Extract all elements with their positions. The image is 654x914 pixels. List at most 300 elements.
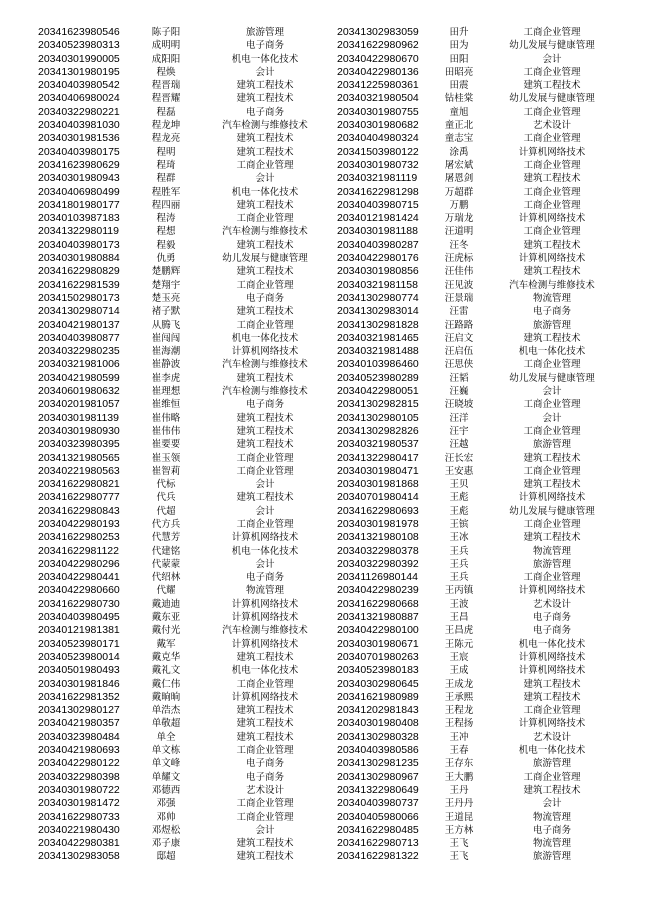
major-cell: 幼儿发展与健康管理: [222, 253, 308, 265]
student-name-cell: 戴军: [156, 638, 176, 650]
table-row: [337, 186, 617, 199]
major-cell: 机电一体化技术: [231, 53, 299, 65]
student-name-cell: 程龙亮: [151, 133, 181, 145]
student-name-cell: 王春: [449, 745, 469, 757]
student-name-cell: 戴晌晌: [151, 691, 181, 703]
student-id-cell: 20340321981158: [337, 278, 418, 291]
student-name-cell: 成明明: [151, 40, 181, 52]
student-name-cell: 王宸: [449, 651, 469, 663]
student-name-cell: 程龙坤: [151, 120, 181, 132]
table-row: [337, 438, 617, 451]
major-cell: 计算机网络技术: [518, 253, 586, 265]
major-cell: 电子商务: [245, 572, 284, 584]
student-id-cell: 20340322980392: [337, 557, 419, 570]
student-name-cell: 楚鹏辉: [151, 266, 181, 278]
student-name-cell: 汪宇: [449, 425, 469, 437]
student-name-cell: 单文峰: [151, 758, 181, 770]
table-row: [337, 731, 617, 744]
student-id-cell: 20341622981122: [38, 544, 119, 557]
student-name-cell: 王存东: [444, 758, 474, 770]
table-row: [337, 106, 617, 119]
student-id-cell: 20340406980024: [38, 92, 120, 105]
student-id-cell: 20340321981465: [337, 331, 419, 344]
student-name-cell: 汪景瑞: [444, 292, 474, 304]
student-id-cell: 20340422980381: [38, 837, 120, 850]
student-name-cell: 屠宏斌: [444, 159, 474, 171]
major-cell: 电子商务: [245, 40, 284, 52]
table-row: [337, 678, 617, 691]
student-id-cell: 20340422980136: [337, 65, 419, 78]
student-name-cell: 邓煜松: [151, 824, 181, 836]
major-cell: 建筑工程技术: [236, 705, 294, 717]
major-cell: 建筑工程技术: [523, 266, 581, 278]
table-row: [337, 385, 617, 398]
student-id-cell: 20341302982826: [337, 424, 419, 437]
major-cell: 物流管理: [245, 585, 284, 597]
student-id-cell: 20340301981868: [337, 478, 419, 491]
table-row: [337, 704, 617, 717]
table-row: [38, 279, 334, 292]
table-row: [38, 598, 334, 611]
table-row: [38, 119, 334, 132]
table-row: [337, 824, 617, 837]
major-cell: 建筑工程技术: [236, 93, 294, 105]
student-name-cell: 楚玉亮: [151, 292, 181, 304]
major-cell: 物流管理: [532, 811, 571, 823]
student-id-cell: 20340301981846: [38, 677, 120, 690]
student-name-cell: 邓帅: [156, 811, 176, 823]
student-name-cell: 王兵: [449, 558, 469, 570]
major-cell: 建筑工程技术: [523, 452, 581, 464]
table-row: [337, 784, 617, 797]
major-cell: 建筑工程技术: [236, 718, 294, 730]
student-name-cell: 程明: [156, 146, 176, 158]
student-name-cell: 代慧芳: [151, 532, 181, 544]
major-cell: 工商企业管理: [523, 572, 581, 584]
student-id-cell: 20341622980485: [337, 823, 419, 836]
major-cell: 工商企业管理: [523, 705, 581, 717]
student-name-cell: 代方兵: [151, 518, 181, 530]
table-row: [38, 225, 334, 238]
table-row: [38, 265, 334, 278]
student-name-cell: 钻桂棠: [444, 93, 474, 105]
student-id-cell: 20340523980014: [38, 650, 120, 663]
student-name-cell: 崔伟略: [151, 412, 181, 424]
student-id-cell: 20341622980693: [337, 504, 419, 517]
major-cell: 会计: [255, 479, 275, 491]
student-name-cell: 成阳阳: [151, 53, 181, 65]
student-name-cell: 王承熙: [444, 691, 474, 703]
student-id-cell: 20340301980408: [337, 717, 419, 730]
table-row: [38, 292, 334, 305]
student-name-cell: 崔智莉: [151, 465, 181, 477]
table-row: [38, 651, 334, 664]
student-name-cell: 邓德西: [151, 784, 181, 796]
table-row: [337, 412, 617, 425]
student-id-cell: 20340422980193: [38, 517, 120, 530]
student-id-cell: 20341622980821: [38, 478, 120, 491]
major-cell: 工商企业管理: [523, 465, 581, 477]
table-row: [337, 225, 617, 238]
table-row: [337, 624, 617, 637]
major-cell: 电子商务: [245, 106, 284, 118]
student-id-cell: 20341622980253: [38, 531, 120, 544]
student-id-cell: 20341622980777: [38, 491, 120, 504]
major-cell: 物流管理: [532, 838, 571, 850]
student-name-cell: 楚翔宇: [151, 279, 181, 291]
table-row: [38, 452, 334, 465]
student-id-cell: 20340422980176: [337, 252, 419, 265]
student-id-cell: 20340422980441: [38, 571, 120, 584]
student-id-cell: 20340422980660: [38, 584, 120, 597]
student-name-cell: 童旭: [449, 106, 469, 118]
major-cell: 物流管理: [532, 545, 571, 557]
table-row: [337, 664, 617, 677]
student-id-cell: 20341622980829: [38, 265, 120, 278]
student-id-cell: 20341622980733: [38, 810, 120, 823]
student-id-cell: 20340501980493: [38, 664, 120, 677]
major-cell: 建筑工程技术: [523, 678, 581, 690]
student-id-cell: 20340121981381: [38, 624, 120, 637]
student-name-cell: 程群: [156, 173, 176, 185]
student-id-cell: 20341126980144: [337, 571, 418, 584]
table-row: [38, 345, 334, 358]
student-name-cell: 汪启文: [444, 332, 474, 344]
student-name-cell: 程晋瑞: [151, 80, 181, 92]
major-cell: 工商企业管理: [523, 66, 581, 78]
student-id-cell: 20340421980357: [38, 717, 120, 730]
student-id-cell: 20340601980632: [38, 385, 120, 398]
student-id-cell: 20340321981119: [337, 172, 418, 185]
student-name-cell: 童正北: [444, 120, 474, 132]
student-id-cell: 20340103987183: [38, 212, 120, 225]
table-row: [337, 757, 617, 770]
student-name-cell: 代耀: [156, 585, 176, 597]
student-id-cell: 20340301980884: [38, 252, 120, 265]
major-cell: 会计: [542, 412, 562, 424]
student-name-cell: 王程龙: [444, 705, 474, 717]
student-id-cell: 20340523980171: [38, 637, 120, 650]
table-row: [337, 119, 617, 132]
table-row: [38, 571, 334, 584]
table-row: [38, 372, 334, 385]
table-row: [38, 771, 334, 784]
table-row: [337, 584, 617, 597]
table-row: [38, 505, 334, 518]
major-cell: 建筑工程技术: [236, 239, 294, 251]
table-row: [38, 678, 334, 691]
student-name-cell: 王昌虎: [444, 625, 474, 637]
student-id-cell: 20340322980378: [337, 544, 419, 557]
student-name-cell: 王飞: [449, 838, 469, 850]
table-row: [337, 425, 617, 438]
major-cell: 机电一体化技术: [518, 346, 586, 358]
student-name-cell: 仇勇: [156, 253, 176, 265]
major-cell: 电子商务: [245, 771, 284, 783]
student-id-cell: 20340403980542: [38, 79, 120, 92]
student-name-cell: 万瑞龙: [444, 213, 474, 225]
table-row: [337, 26, 617, 39]
student-name-cell: 王昌: [449, 612, 469, 624]
student-id-cell: 20340523980289: [337, 371, 419, 384]
table-row: [38, 252, 334, 265]
table-row: [38, 744, 334, 757]
student-name-cell: 万超群: [444, 186, 474, 198]
table-row: [38, 638, 334, 651]
student-id-cell: 20340403980495: [38, 611, 120, 624]
table-row: [38, 545, 334, 558]
student-name-cell: 崔玉领: [151, 452, 181, 464]
student-id-cell: 20340321980537: [337, 438, 419, 451]
student-name-cell: 王贝: [449, 479, 469, 491]
table-row: [337, 558, 617, 571]
student-id-cell: 20340403980737: [337, 797, 419, 810]
major-cell: 建筑工程技术: [236, 439, 294, 451]
table-row: [337, 571, 617, 584]
student-name-cell: 王丹丹: [444, 798, 474, 810]
student-id-cell: 20341321980565: [38, 451, 120, 464]
student-id-cell: 20340301980732: [337, 158, 419, 171]
student-id-cell: 20341302980127: [38, 704, 120, 717]
table-row: [38, 385, 334, 398]
student-name-cell: 王大鹏: [444, 771, 474, 783]
student-name-cell: 汪洋: [449, 412, 469, 424]
student-id-cell: 20340321981006: [38, 358, 120, 371]
table-row: [337, 518, 617, 531]
table-row: [337, 531, 617, 544]
table-row: [38, 39, 334, 52]
major-cell: 工商企业管理: [236, 279, 294, 291]
student-id-cell: 20340701980414: [337, 491, 419, 504]
major-cell: 工商企业管理: [523, 518, 581, 530]
table-row: [38, 146, 334, 159]
major-cell: 计算机网络技术: [231, 612, 299, 624]
table-row: [38, 584, 334, 597]
major-cell: 建筑工程技术: [236, 133, 294, 145]
major-cell: 工商企业管理: [236, 798, 294, 810]
student-name-cell: 戴仁伟: [151, 678, 181, 690]
student-id-cell: 20341622981352: [38, 690, 120, 703]
major-cell: 工商企业管理: [523, 359, 581, 371]
major-cell: 建筑工程技术: [523, 784, 581, 796]
student-name-cell: 王安惠: [444, 465, 474, 477]
student-id-cell: 20340405980066: [337, 810, 419, 823]
table-row: [38, 66, 334, 79]
major-cell: 电子商务: [245, 399, 284, 411]
major-cell: 工商企业管理: [236, 465, 294, 477]
table-row: [38, 531, 334, 544]
major-cell: 会计: [255, 824, 275, 836]
student-id-cell: 20341321980887: [337, 611, 419, 624]
student-name-cell: 崔静波: [151, 359, 181, 371]
table-row: [337, 146, 617, 159]
student-name-cell: 程想: [156, 226, 176, 238]
table-row: [337, 159, 617, 172]
student-id-cell: 20340201981057: [38, 398, 120, 411]
student-name-cell: 王飞: [449, 851, 469, 863]
table-row: [38, 478, 334, 491]
student-name-cell: 田震: [449, 80, 469, 92]
student-name-cell: 邸超: [156, 851, 176, 863]
major-cell: 建筑工程技术: [236, 266, 294, 278]
major-cell: 计算机网络技术: [518, 718, 586, 730]
student-name-cell: 程毅: [156, 239, 176, 251]
major-cell: 工商企业管理: [236, 319, 294, 331]
student-id-cell: 20341202981843: [337, 704, 419, 717]
major-cell: 计算机网络技术: [231, 346, 299, 358]
student-name-cell: 代超: [156, 505, 176, 517]
major-cell: 工商企业管理: [523, 226, 581, 238]
student-id-cell: 20340422980239: [337, 584, 419, 597]
student-name-cell: 汪路路: [444, 319, 474, 331]
student-id-cell: 20341302980328: [337, 730, 419, 743]
table-row: [337, 797, 617, 810]
major-cell: 幼儿发展与健康管理: [509, 372, 595, 384]
student-name-cell: 褚子默: [151, 306, 181, 318]
table-row: [337, 79, 617, 92]
student-name-cell: 代蒙蒙: [151, 558, 181, 570]
table-row: [38, 186, 334, 199]
major-cell: 计算机网络技术: [518, 213, 586, 225]
major-cell: 会计: [542, 386, 562, 398]
table-row: [38, 239, 334, 252]
major-cell: 旅游管理: [532, 558, 571, 570]
student-id-cell: 20341322980119: [38, 225, 119, 238]
student-id-cell: 20341301980195: [38, 65, 120, 78]
student-id-cell: 20340323980484: [38, 730, 120, 743]
student-id-cell: 20341801980177: [38, 198, 120, 211]
table-row: [337, 638, 617, 651]
major-cell: 物流管理: [532, 292, 571, 304]
major-cell: 建筑工程技术: [523, 239, 581, 251]
student-name-cell: 程焕: [156, 66, 176, 78]
table-row: [38, 850, 334, 863]
table-row: [38, 837, 334, 850]
right-column: [337, 26, 617, 864]
student-name-cell: 程涛: [156, 213, 176, 225]
major-cell: 建筑工程技术: [236, 851, 294, 863]
student-name-cell: 单浩杰: [151, 705, 181, 717]
table-row: [337, 598, 617, 611]
student-name-cell: 崔伟伟: [151, 425, 181, 437]
student-id-cell: 20340403980287: [337, 238, 419, 251]
student-id-cell: 20340321980504: [337, 92, 419, 105]
student-id-cell: 20340321981488: [337, 345, 419, 358]
student-id-cell: 20340301980930: [38, 424, 120, 437]
student-id-cell: 20340103986460: [337, 358, 419, 371]
major-cell: 幼儿发展与健康管理: [509, 40, 595, 52]
student-id-cell: 20340301980471: [337, 464, 419, 477]
student-name-cell: 戴迪迪: [151, 598, 181, 610]
student-id-cell: 20340301980722: [38, 783, 120, 796]
table-row: [38, 412, 334, 425]
table-row: [38, 332, 334, 345]
student-id-cell: 20341622981322: [337, 850, 419, 863]
table-row: [337, 717, 617, 730]
student-id-cell: 20341321980108: [337, 531, 419, 544]
major-cell: 工商企业管理: [523, 186, 581, 198]
student-name-cell: 屠恩剑: [444, 173, 474, 185]
student-name-cell: 汪雷: [449, 306, 469, 318]
table-row: [337, 132, 617, 145]
table-row: [337, 744, 617, 757]
major-cell: 会计: [542, 53, 562, 65]
student-name-cell: 王兵: [449, 572, 469, 584]
table-row: [337, 465, 617, 478]
major-cell: 机电一体化技术: [231, 545, 299, 557]
student-id-cell: 20341225980361: [337, 79, 419, 92]
student-id-cell: 20340422980122: [38, 757, 120, 770]
table-row: [38, 731, 334, 744]
student-name-cell: 崔李虎: [151, 372, 181, 384]
major-cell: 旅游管理: [532, 439, 571, 451]
student-name-cell: 崔闯闯: [151, 332, 181, 344]
student-id-cell: 20341622980962: [337, 39, 419, 52]
table-row: [337, 358, 617, 371]
student-name-cell: 陈子阳: [151, 27, 181, 38]
major-cell: 工商企业管理: [523, 133, 581, 145]
student-name-cell: 王波: [449, 598, 469, 610]
table-row: [337, 252, 617, 265]
student-name-cell: 王镔: [449, 518, 469, 530]
student-name-cell: 程磊: [156, 106, 176, 118]
table-row: [337, 811, 617, 824]
student-name-cell: 程四丽: [151, 199, 181, 211]
student-name-cell: 汪道明: [444, 226, 474, 238]
student-name-cell: 崔海潮: [151, 346, 181, 358]
table-row: [38, 319, 334, 332]
student-name-cell: 戴付光: [151, 625, 181, 637]
major-cell: 汽车检测与维修技术: [222, 120, 308, 132]
table-row: [38, 824, 334, 837]
major-cell: 幼儿发展与健康管理: [509, 93, 595, 105]
table-row: [38, 53, 334, 66]
major-cell: 建筑工程技术: [523, 532, 581, 544]
student-id-cell: 20340301980943: [38, 172, 120, 185]
student-id-cell: 20340301981472: [38, 797, 120, 810]
major-cell: 电子商务: [532, 625, 571, 637]
student-id-cell: 20341302983058: [38, 850, 120, 863]
table-row: [337, 265, 617, 278]
major-cell: 会计: [255, 66, 275, 78]
student-id-cell: 20340221980563: [38, 464, 120, 477]
student-name-cell: 代标: [156, 479, 176, 491]
student-id-cell: 20341302982815: [337, 398, 419, 411]
student-name-cell: 王冰: [449, 532, 469, 544]
major-cell: 机电一体化技术: [231, 186, 299, 198]
major-cell: 工商企业管理: [236, 811, 294, 823]
student-id-cell: 20341622980668: [337, 597, 419, 610]
student-id-cell: 20340301981139: [38, 411, 119, 424]
major-cell: 艺术设计: [245, 784, 284, 796]
table-row: [38, 811, 334, 824]
student-id-cell: 20340404980324: [337, 132, 419, 145]
major-cell: 计算机网络技术: [518, 665, 586, 677]
student-id-cell: 20341623980629: [38, 158, 120, 171]
student-id-cell: 20341622980843: [38, 504, 120, 517]
student-name-cell: 汪长宏: [444, 452, 474, 464]
major-cell: 幼儿发展与健康管理: [509, 505, 595, 517]
table-row: [38, 305, 334, 318]
table-row: [38, 438, 334, 451]
student-name-cell: 单全: [156, 731, 176, 743]
major-cell: 会计: [255, 558, 275, 570]
table-row: [38, 358, 334, 371]
student-id-cell: 20340302980645: [337, 677, 419, 690]
major-cell: 工商企业管理: [236, 213, 294, 225]
table-row: [337, 212, 617, 225]
table-row: [38, 611, 334, 624]
